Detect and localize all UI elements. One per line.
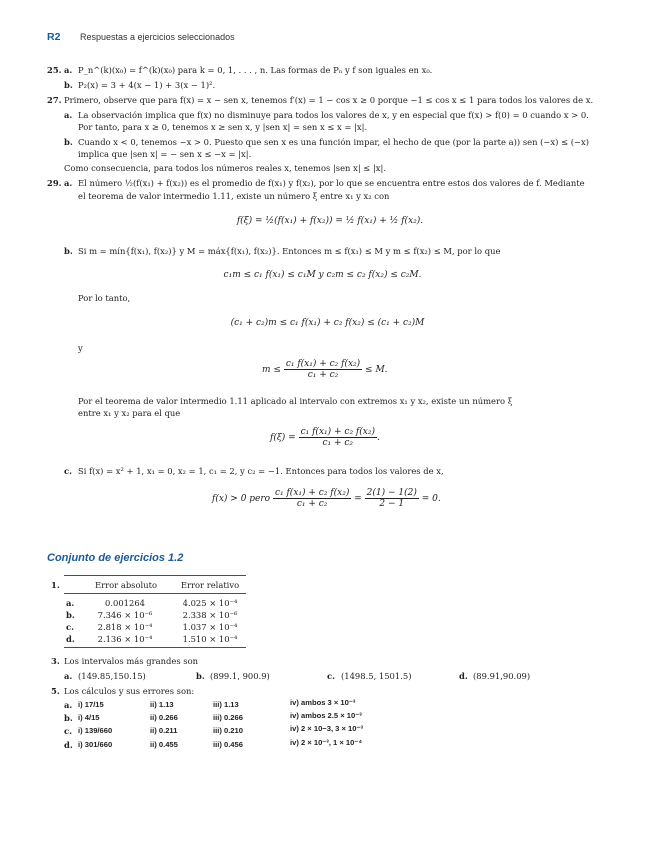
ex29-b-equation-4 bbox=[270, 427, 380, 448]
ex5-row-i: i) 17/15 bbox=[78, 700, 104, 709]
c-eq-numerator-2: 2(1) − 1(2) bbox=[366, 488, 417, 498]
ex5-row-label: c. bbox=[64, 726, 73, 736]
ex29-c-equation bbox=[212, 488, 441, 509]
ex29-b-label: b. bbox=[64, 246, 73, 256]
ex5-row-i: i) 4/15 bbox=[78, 713, 100, 722]
table-cell-rel: 1.037 × 10⁻⁴ bbox=[182, 622, 238, 632]
ex3-number: 3. bbox=[51, 656, 60, 666]
ex29-a-line1: El número ½(f(x₁) + f(x₂)) es el promedio de f(x₁) y f(x₂), por lo que se encuentra entre estos dos valores de f. Mediante bbox=[78, 178, 585, 188]
table-header-abs: Error absoluto bbox=[95, 580, 158, 590]
c-eq-right: = 0. bbox=[421, 494, 441, 504]
c-eq-fraction-1 bbox=[273, 488, 351, 509]
ex29-a-equation: f(ξ) = ½(f(x₁) + f(x₂)) = ½ f(x₁) + ½ f(x₂). bbox=[236, 216, 424, 226]
table-cell-rel: 1.510 × 10⁻⁴ bbox=[182, 634, 238, 644]
table-bottom-rule bbox=[64, 647, 246, 648]
ex5-row-iv: iv) ambos 2.5 × 10⁻³ bbox=[290, 711, 362, 720]
ex29-b-equation-1: c₁m ≤ c₁ f(x₁) ≤ c₁M y c₂m ≤ c₂ f(x₂) ≤ c₂M. bbox=[223, 270, 422, 280]
eq3-fraction bbox=[284, 359, 362, 380]
eq3-numerator: c₁ f(x₁) + c₂ f(x₂) bbox=[285, 359, 361, 369]
ex29-b-y: y bbox=[78, 343, 83, 353]
ex29-b-equation-2: (c₁ + c₂)m ≤ c₁ f(x₁) + c₂ f(x₂) ≤ (c₁ + c₂)M bbox=[230, 318, 425, 328]
ex29-c-line1: Si f(x) = x² + 1, x₁ = 0, x₂ = 1, c₁ = 2, y c₂ = −1. Entonces para todos los valores de x, bbox=[78, 466, 444, 476]
table-cell-abs: 7.346 × 10⁻⁶ bbox=[97, 610, 153, 620]
ex27-intro: Primero, observe que para f(x) = x − sen x, tenemos f′(x) = 1 − cos x ≥ 0 porque −1 ≤ cos x ≤ 1 para todos los valores de x. bbox=[64, 95, 594, 105]
ex5-row-ii: ii) 1.13 bbox=[150, 700, 174, 709]
table-row-label: a. bbox=[66, 598, 75, 608]
ex25-b-text: P₂(x) = 3 + 4(x − 1) + 3(x − 1)². bbox=[78, 80, 216, 90]
table-cell-rel: 4.025 × 10⁻⁴ bbox=[182, 598, 238, 608]
ex27-b-line2: implica que |sen x| = − sen x ≤ −x = |x|. bbox=[78, 149, 252, 159]
c-eq-denominator-2: 2 − 1 bbox=[379, 499, 405, 509]
ex27-conclusion: Como consecuencia, para todos los números reales x, tenemos |sen x| ≤ |x|. bbox=[64, 163, 387, 173]
ex29-number: 29. bbox=[47, 178, 62, 188]
ex5-row-iv: iv) ambos 3 × 10⁻³ bbox=[290, 698, 356, 707]
c-eq-fraction-2 bbox=[365, 488, 419, 509]
ex29-c-label: c. bbox=[64, 466, 73, 476]
ex5-row-label: a. bbox=[64, 700, 73, 710]
table-cell-abs: 0.001264 bbox=[105, 598, 145, 608]
ex3-item-label: b. bbox=[196, 671, 205, 681]
ex25-number: 25. bbox=[47, 65, 62, 75]
ex1-number: 1. bbox=[51, 580, 60, 590]
ex29-b-por-tanto: Por lo tanto, bbox=[78, 293, 131, 303]
c-eq-mid: = bbox=[354, 494, 362, 504]
table-row-label: b. bbox=[66, 610, 75, 620]
running-header: Respuestas a ejercicios seleccionados bbox=[80, 32, 235, 42]
ex3-item-value: (89.91,90.09) bbox=[473, 671, 531, 681]
ex27-b-line1: Cuando x < 0, tenemos −x > 0. Puesto que sen x es una función impar, el hecho de que (por la parte a)) sen (−x) ≤ (−x) bbox=[78, 137, 590, 147]
ex5-row-ii: ii) 0.455 bbox=[150, 740, 178, 749]
ex25-a-text: P_n^(k)(x₀) = f^(k)(x₀) para k = 0, 1, . . . , n. Las formas de Pₙ y f son iguales en x₀. bbox=[78, 65, 433, 75]
ex3-item-value: (149.85,150.15) bbox=[78, 671, 146, 681]
ex5-row-ii: ii) 0.266 bbox=[150, 713, 178, 722]
ex5-row-iv: iv) 2 × 10⁻³, 1 × 10⁻⁴ bbox=[290, 738, 363, 747]
ex3-item-label: c. bbox=[327, 671, 336, 681]
c-eq-numerator-1: c₁ f(x₁) + c₂ f(x₂) bbox=[274, 488, 350, 498]
eq4-fraction bbox=[299, 427, 377, 448]
ex5-number: 5. bbox=[51, 686, 60, 696]
c-eq-denominator-1: c₁ + c₂ bbox=[296, 499, 328, 509]
table-row-label: c. bbox=[66, 622, 75, 632]
table-header-rule bbox=[64, 593, 246, 594]
table-cell-abs: 2.818 × 10⁻⁴ bbox=[97, 622, 153, 632]
eq4-left: f(ξ) = bbox=[270, 433, 296, 443]
ex3-item-label: d. bbox=[459, 671, 468, 681]
ex5-row-iii: iii) 0.456 bbox=[213, 740, 243, 749]
table-cell-abs: 2.136 × 10⁻⁴ bbox=[97, 634, 153, 644]
ex29-b-line2: Por el teorema de valor intermedio 1.11 aplicado al intervalo con extremos x₁ y x₂, existe un número ξ bbox=[78, 396, 513, 406]
ex27-a-label: a. bbox=[64, 110, 73, 120]
c-eq-left: f(x) > 0 pero bbox=[212, 494, 271, 504]
ex29-a-line2: el teorema de valor intermedio 1.11, existe un número ξ entre x₁ y x₂ con bbox=[78, 191, 390, 201]
table-header-rel: Error relativo bbox=[180, 580, 240, 590]
eq3-denominator: c₁ + c₂ bbox=[307, 370, 339, 380]
eq3-left: m ≤ bbox=[262, 365, 281, 375]
ex27-a-line2: Por tanto, para x ≥ 0, tenemos x ≥ sen x, y |sen x| = sen x ≤ x = |x|. bbox=[78, 122, 368, 132]
ex29-a-label: a. bbox=[64, 178, 73, 188]
table-top-rule bbox=[64, 575, 246, 576]
eq4-right: . bbox=[376, 433, 380, 443]
eq4-denominator: c₁ + c₂ bbox=[322, 438, 354, 448]
ex25-b-label: b. bbox=[64, 80, 73, 90]
section-title: Conjunto de ejercicios 1.2 bbox=[47, 552, 184, 564]
ex29-b-line1: Si m = mín{f(x₁), f(x₂)} y M = máx{f(x₁), f(x₂)}. Entonces m ≤ f(x₁) ≤ M y m ≤ f(x₂) ≤ M, por lo que bbox=[78, 246, 501, 256]
ex5-row-label: d. bbox=[64, 740, 73, 750]
ex5-row-iii: iii) 0.266 bbox=[213, 713, 243, 722]
ex29-b-equation-3 bbox=[262, 359, 388, 380]
ex3-item-label: a. bbox=[64, 671, 73, 681]
table-row-label: d. bbox=[66, 634, 75, 644]
ex5-row-ii: ii) 0.211 bbox=[150, 726, 178, 735]
eq4-numerator: c₁ f(x₁) + c₂ f(x₂) bbox=[300, 427, 375, 437]
eq3-right: ≤ M. bbox=[365, 365, 388, 375]
ex5-text: Los cálculos y sus errores son: bbox=[64, 686, 195, 696]
ex5-row-i: i) 139/660 bbox=[78, 726, 113, 735]
ex3-text: Los intervalos más grandes son bbox=[64, 656, 199, 666]
ex27-a-line1: La observación implica que f(x) no disminuye para todos los valores de x, y en especial que f(x) > f(0) = 0 cuando x > 0. bbox=[78, 110, 589, 120]
ex5-row-iii: iii) 1.13 bbox=[213, 700, 239, 709]
ex5-row-i: i) 301/660 bbox=[78, 740, 113, 749]
ex5-row-iv: iv) 2 × 10−3, 3 × 10⁻³ bbox=[290, 724, 364, 733]
ex27-number: 27. bbox=[47, 95, 62, 105]
ex5-row-label: b. bbox=[64, 713, 73, 723]
table-cell-rel: 2.338 × 10⁻⁶ bbox=[182, 610, 238, 620]
ex27-b-label: b. bbox=[64, 137, 73, 147]
ex29-b-line3: entre x₁ y x₂ para el que bbox=[78, 408, 181, 418]
ex5-row-iii: iii) 0.210 bbox=[213, 726, 243, 735]
ex3-item-value: (1498.5, 1501.5) bbox=[341, 671, 412, 681]
page-number: R2 bbox=[47, 31, 61, 43]
ex3-item-value: (899.1, 900.9) bbox=[210, 671, 270, 681]
ex25-a-label: a. bbox=[64, 65, 73, 75]
